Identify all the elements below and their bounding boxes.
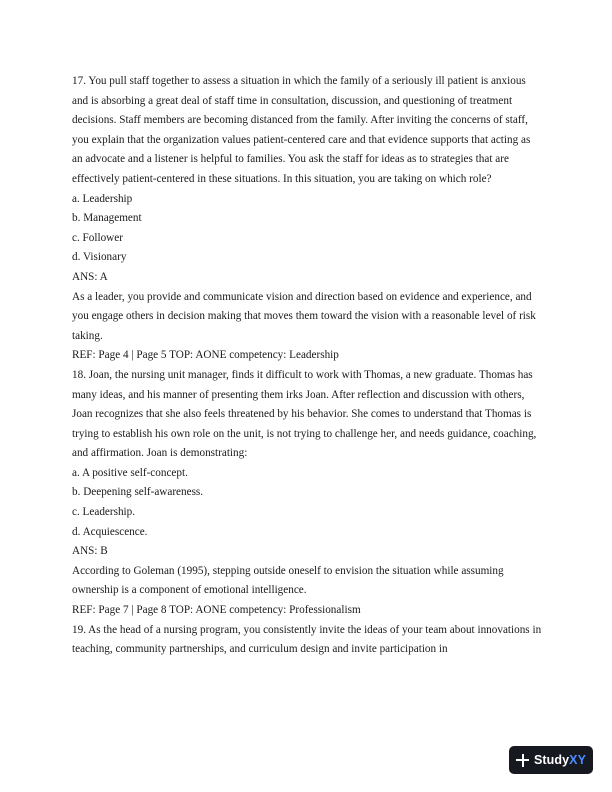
question-17 (72, 72, 542, 366)
option-a: a. Leadership (72, 192, 133, 205)
badge-label-accent: XY (569, 753, 587, 767)
option-d: d. Acquiescence. (72, 525, 148, 538)
reference: REF: Page 4 | Page 5 TOP: AONE competency: Leadership (72, 349, 339, 362)
plus-icon (516, 754, 529, 767)
answer: ANS: B (72, 545, 108, 558)
rationale: According to Goleman (1995), stepping outside oneself to envision the situation while assuming ownership is a component of emotional intelligence. (72, 564, 504, 597)
option-c: c. Leadership. (72, 506, 136, 519)
question-stem: 19. As the head of a nursing program, you consistently invite the ideas of your team about innovations in teaching, community partnerships, and curriculum design and invite participation in (72, 623, 542, 656)
document-page (72, 72, 542, 660)
option-c: c. Follower (72, 231, 123, 244)
studyxy-badge[interactable] (509, 746, 593, 774)
option-b: b. Management (72, 212, 142, 225)
reference: REF: Page 7 | Page 8 TOP: AONE competency: Professionalism (72, 604, 361, 617)
option-a: a. A positive self-concept. (72, 466, 188, 479)
question-18 (72, 366, 542, 621)
question-stem: 17. You pull staff together to assess a situation in which the family of a seriously ill patient is anxious and is absorbing a great deal of staff time in consultation, discussion, and questioning of treatment decisions. Staff members are becoming distanced from the family. After inviting the concerns of staff, you explain that the organization values patient-centered care and that evidence supports that acting as an advocate and a listener is helpful to families. You ask the staff for ideas as to strategies that are effectively patient-centered in these situations. In this situation, you are taking on which role? (72, 75, 531, 185)
option-d: d. Visionary (72, 251, 127, 264)
rationale: As a leader, you provide and communicate vision and direction based on evidence and experience, and you engage others in decision making that moves them toward the vision with a reasonable level of risk taking. (72, 290, 536, 342)
option-b: b. Deepening self-awareness. (72, 486, 204, 499)
answer: ANS: A (72, 270, 108, 283)
badge-label (534, 753, 586, 767)
question-19 (72, 621, 542, 660)
question-stem: 18. Joan, the nursing unit manager, finds it difficult to work with Thomas, a new graduate. Thomas has many ideas, and his manner of presenting them irks Joan. After reflection and discussion with others, Joan recognizes that she also feels threatened by his behavior. She comes to understand that Thomas is trying to establish his own role on the unit, is not trying to challenge her, and needs guidance, coaching, and affirmation. Joan is demonstrating: (72, 368, 537, 460)
badge-label-main: Study (533, 753, 570, 767)
